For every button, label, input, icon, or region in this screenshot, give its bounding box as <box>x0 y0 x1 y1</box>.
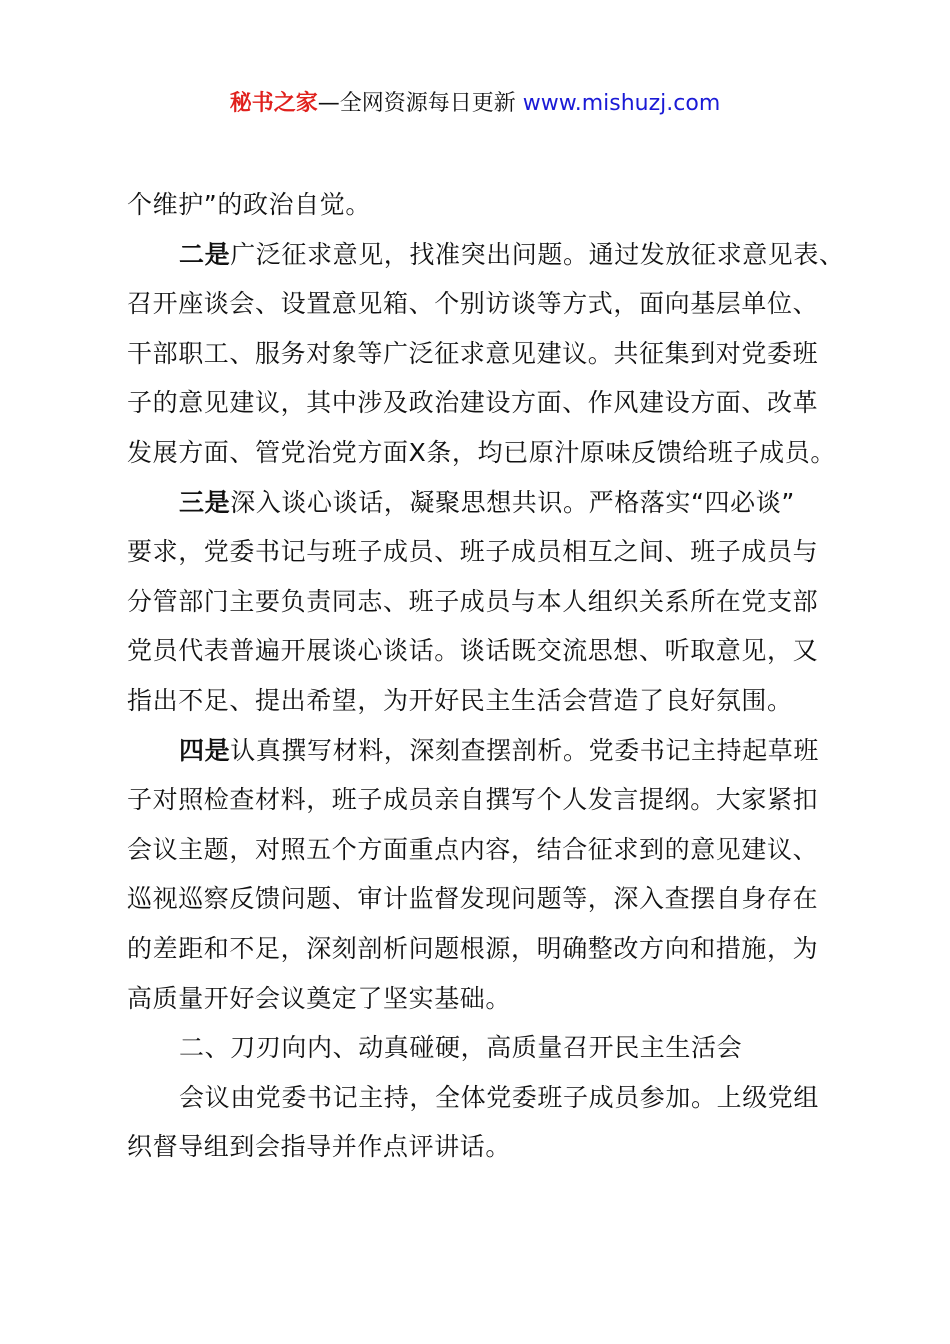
paragraph-lead: 四是 <box>179 735 231 765</box>
site-brand: 秘书之家 <box>229 91 318 116</box>
paragraph-line: 的差距和不足，深刻剖析问题根源，明确整改方向和措施，为 <box>127 933 819 963</box>
paragraph-line: 子的意见建议，其中涉及政治建设方面、作风建设方面、改革 <box>127 388 819 418</box>
paragraph-line-text: 深入谈心谈话，凝聚思想共识。严格落实“四必谈” <box>230 487 795 517</box>
paragraph-line-text: 认真撰写材料，深刻查摆剖析。党委书记主持起草班 <box>230 735 820 765</box>
paragraph-line: 发展方面、管党治党方面X条，均已原汁原味反馈给班子成员。 <box>127 437 836 467</box>
paragraph-line: 分管部门主要负责同志、班子成员与本人组织关系所在党支部 <box>127 586 819 616</box>
paragraph-continuation: 个维护”的政治自觉。 <box>127 190 371 219</box>
paragraph-line: 指出不足、提出希望，为开好民主生活会营造了良好氛围。 <box>127 685 793 715</box>
paragraph-line: 织督导组到会指导并作点评讲话。 <box>127 1132 512 1162</box>
paragraph-line <box>127 726 847 776</box>
paragraph-line: 党员代表普遍开展谈心谈话。谈话既交流思想、听取意见，又 <box>127 636 819 666</box>
paragraph-lead: 三是 <box>179 487 231 517</box>
paragraph-point-four <box>127 726 847 1024</box>
header-tagline: 全网资源每日更新 <box>339 91 516 116</box>
paragraph-line: 要求，党委书记与班子成员、班子成员相互之间、班子成员与 <box>127 537 819 567</box>
document-body <box>127 180 847 1172</box>
paragraph-line: 子对照检查材料，班子成员亲自撰写个人发言提纲。大家紧扣 <box>127 785 819 815</box>
section-heading: 二、刀刃向内、动真碰硬，高质量召开民主生活会 <box>179 1033 743 1063</box>
paragraph-lead: 二是 <box>179 239 231 269</box>
paragraph-line: 高质量开好会议奠定了坚实基础。 <box>127 983 512 1013</box>
paragraph-point-two <box>127 230 847 478</box>
header-separator: — <box>317 91 340 116</box>
paragraph-line: 召开座谈会、设置意见箱、个别访谈等方式，面向基层单位、 <box>127 289 819 319</box>
paragraph-line: 干部职工、服务对象等广泛征求意见建议。共征集到对党委班 <box>127 338 819 368</box>
paragraph-point-three <box>127 478 847 726</box>
paragraph-line-text: 广泛征求意见，找准突出问题。通过发放征求意见表、 <box>230 239 845 269</box>
paragraph-line: 会议主题，对照五个方面重点内容，结合征求到的意见建议、 <box>127 834 819 864</box>
paragraph-line: 巡视巡察反馈问题、审计监督发现问题等，深入查摆自身存在 <box>127 884 819 914</box>
paragraph-meeting <box>127 1073 847 1172</box>
paragraph-line <box>127 478 847 528</box>
site-url-link[interactable]: www.mishuzj.com <box>522 91 721 116</box>
paragraph-line: 会议由党委书记主持，全体党委班子成员参加。上级党组 <box>179 1082 820 1112</box>
site-header <box>0 88 950 120</box>
paragraph-line <box>127 230 847 280</box>
